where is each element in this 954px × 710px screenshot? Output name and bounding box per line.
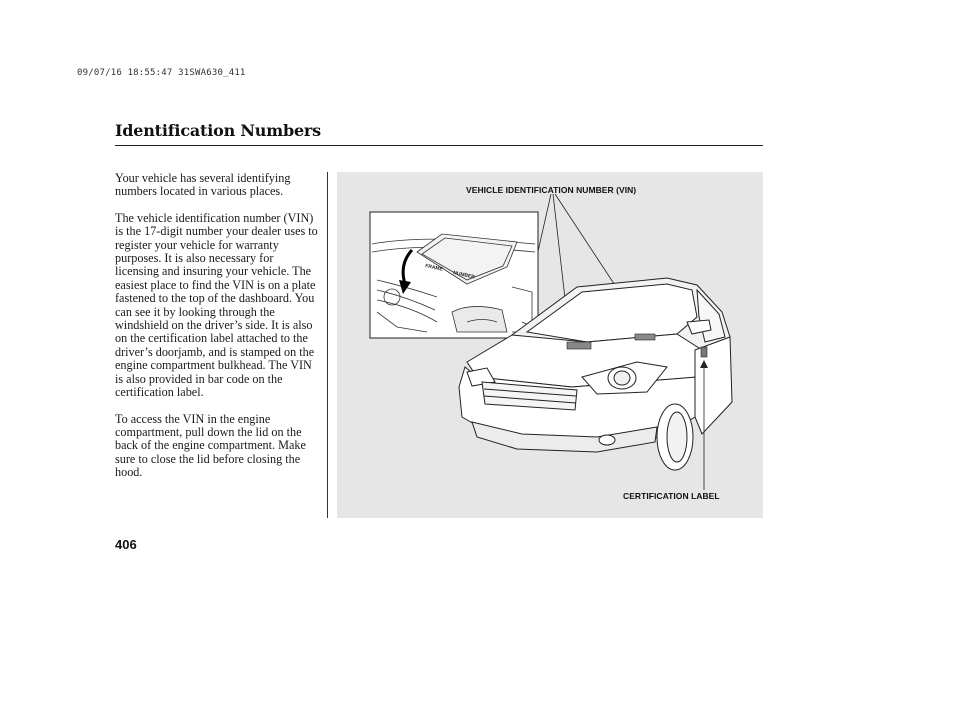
vin-plate-dash-right [635, 334, 655, 340]
vin-plate-dashboard [567, 342, 591, 349]
column-divider [327, 172, 328, 518]
body-text [115, 172, 320, 493]
title-rule [115, 145, 763, 146]
paragraph-engine-access: To access the VIN in the engine compartment, pull down the lid on the back of the engine compartment. Make sure to close the lid before closing the hood. [115, 411, 306, 480]
page-title: Identification Numbers [115, 121, 321, 140]
paragraph-vin: The vehicle identification number (VIN) is the 17-digit number your dealer uses to register your vehicle for warranty purposes. It is also necessary for licensing and insuring your vehicle. The easiest place to find the VIN is on a plate fastened to the top of the dashboard. You can see it by looking through the windshield on the driver’s side. It is also on the certification label attached to the driver’s doorjamb, and is stamped on the engine compartment bulkhead. The VIN is also provided in bar code on the certification label. [115, 210, 318, 400]
vehicle-illustration [337, 172, 763, 518]
vin-label: VEHICLE IDENTIFICATION NUMBER (VIN) [466, 185, 637, 195]
engine-bay-inset [370, 212, 538, 338]
vin-location-figure [337, 172, 763, 518]
certification-label-marker [701, 347, 707, 357]
inset-number-text: NUMBER [452, 270, 476, 281]
inset-frame-text: FRAME [424, 263, 444, 273]
print-timestamp: 09/07/16 18:55:47 31SWA630_411 [77, 68, 246, 78]
page-number: 406 [115, 537, 137, 552]
paragraph-intro: Your vehicle has several identifying numbers located in various places. [115, 171, 291, 199]
certification-label: CERTIFICATION LABEL [623, 491, 720, 501]
